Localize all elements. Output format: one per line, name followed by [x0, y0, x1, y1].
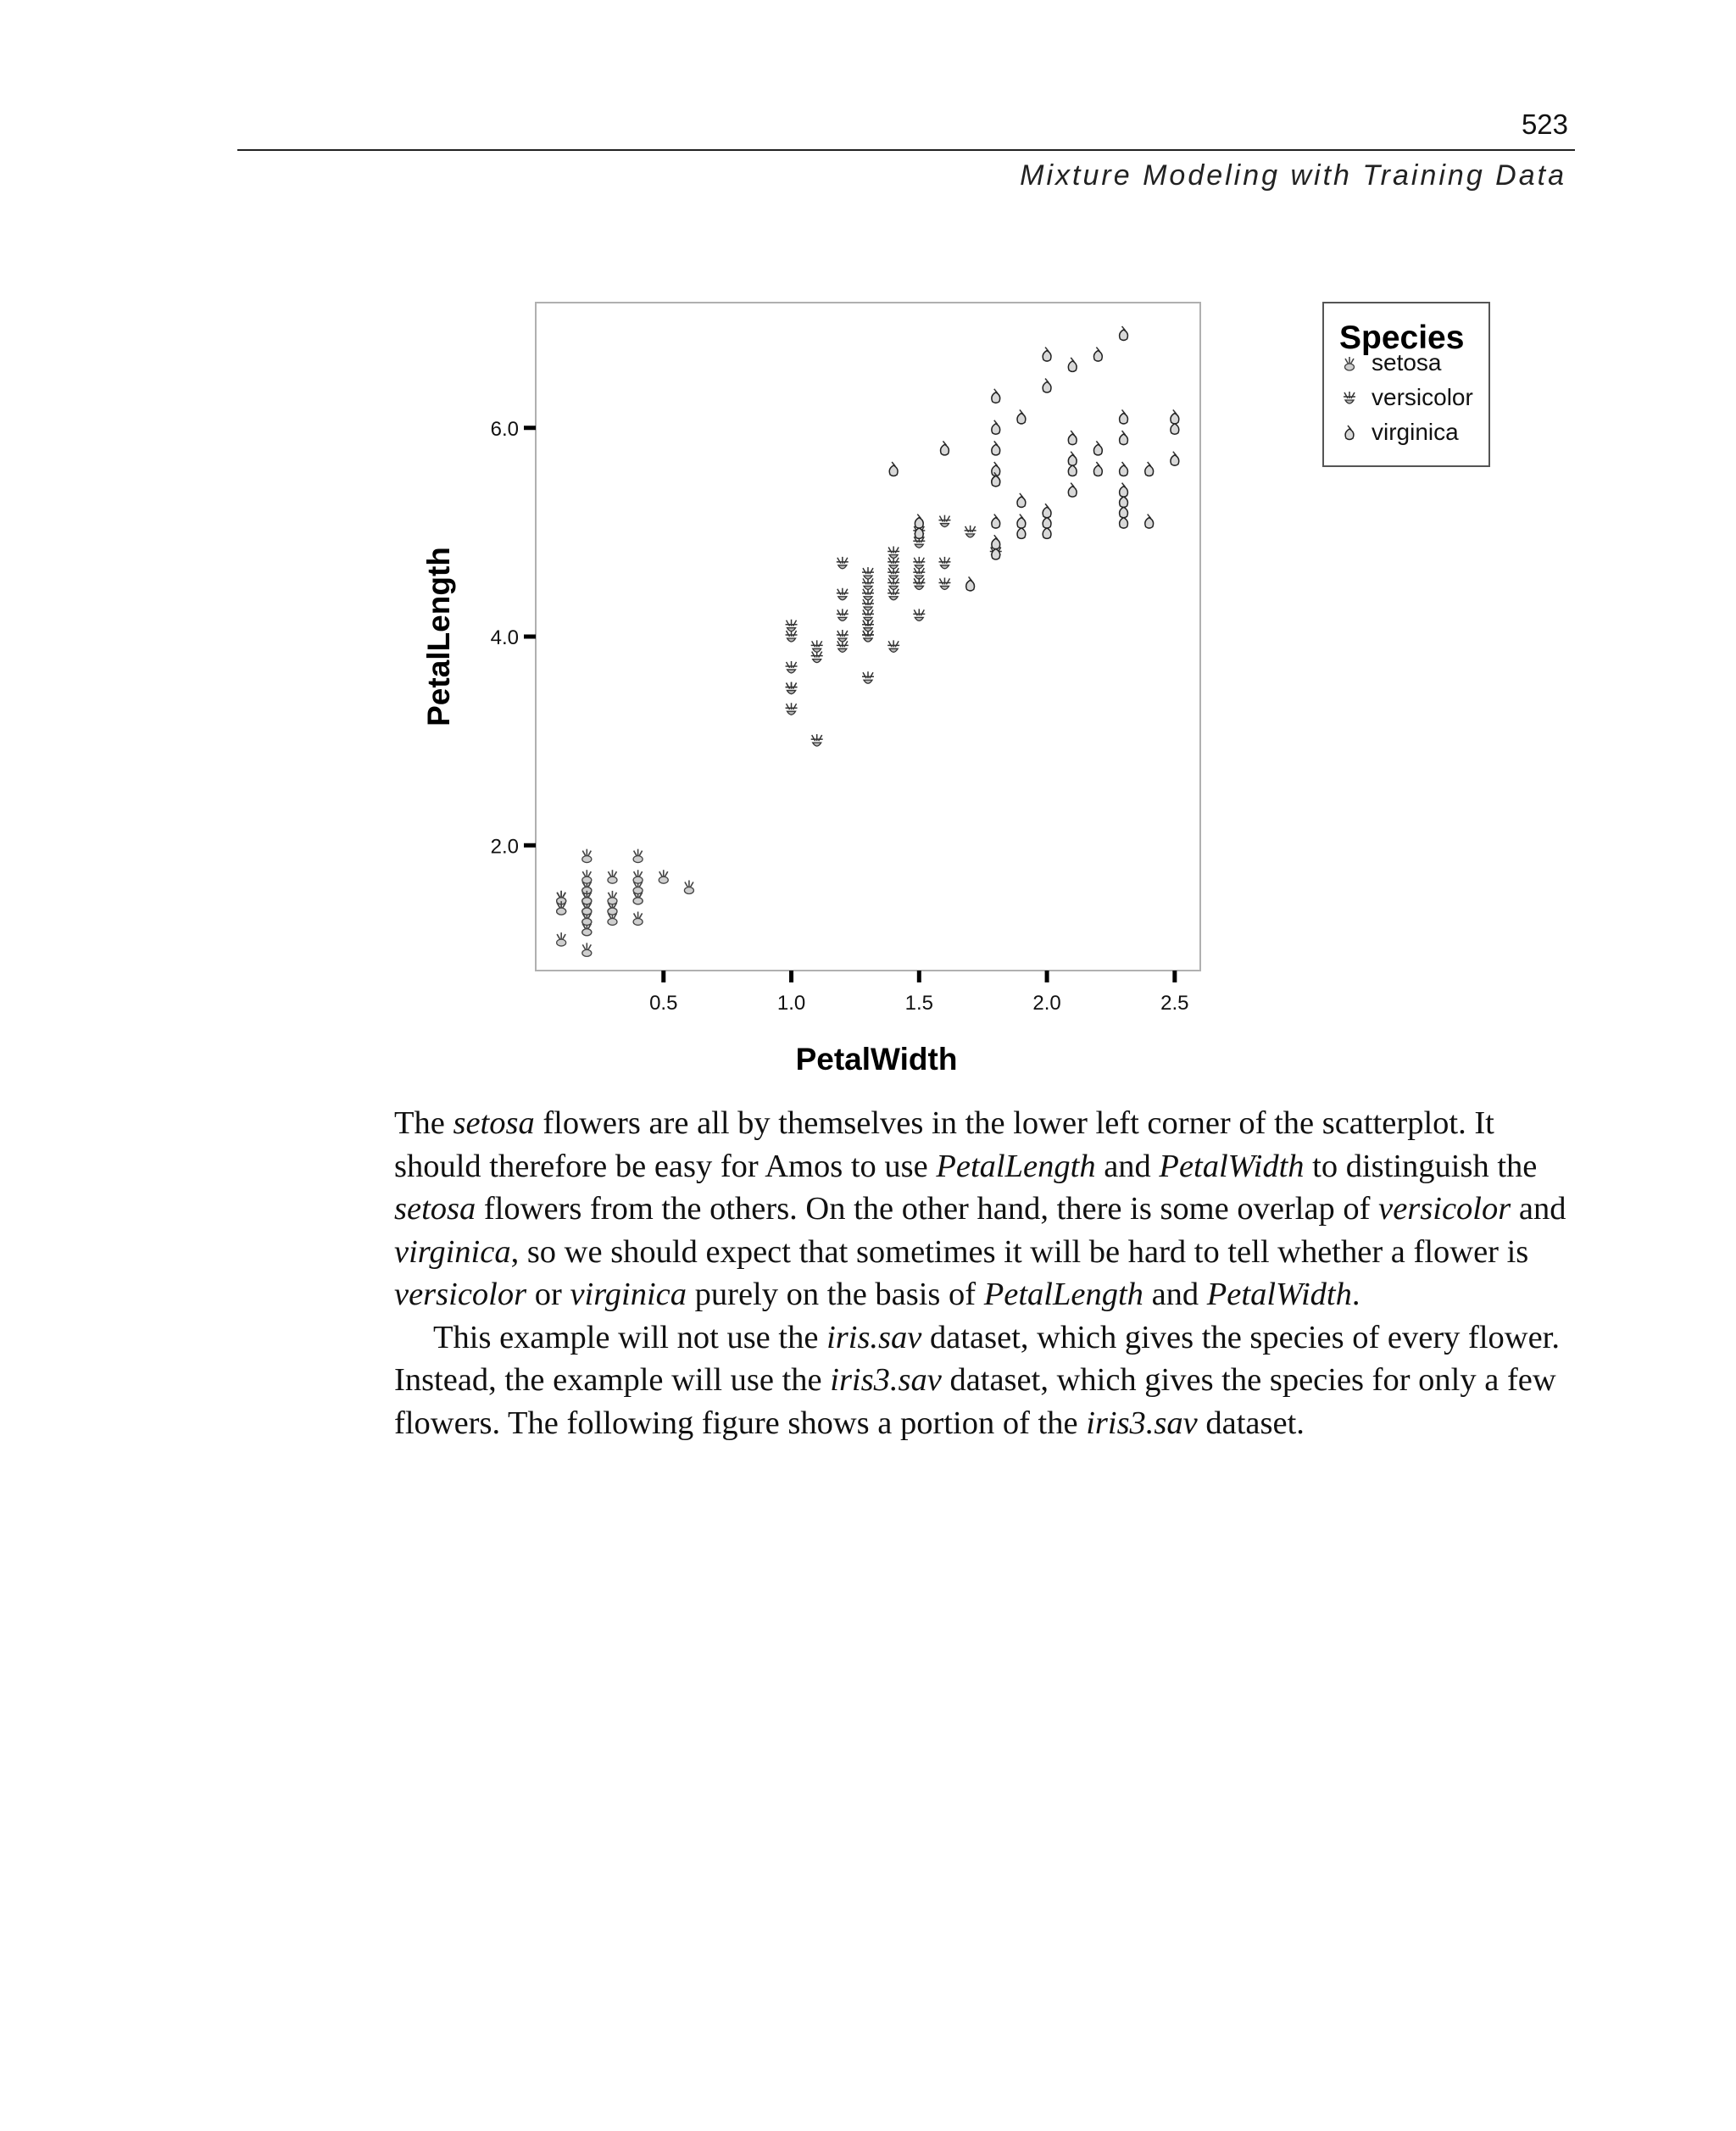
running-head: Mixture Modeling with Training Data: [1020, 159, 1566, 192]
x-tick-label: 1.0: [776, 992, 806, 1015]
paragraph-1: [394, 1102, 1581, 1316]
italic-term: PetalWidth: [1159, 1148, 1305, 1184]
italic-term: iris3.sav: [1086, 1405, 1198, 1441]
x-tick-label: 0.5: [649, 992, 678, 1015]
legend-item-label: setosa: [1372, 349, 1442, 376]
legend-item-label: versicolor: [1372, 384, 1473, 410]
italic-term: versicolor: [394, 1277, 527, 1312]
text-run: and: [1095, 1148, 1160, 1184]
legend-item-label: virginica: [1372, 419, 1459, 445]
text-run: and: [1511, 1191, 1566, 1227]
text-run: purely on the basis of: [687, 1277, 984, 1312]
text-run: flowers are all by themselves in the lower left corner of the scatterplot. It should therefore be easy for Amos to use: [394, 1105, 1494, 1184]
x-axis-label: PetalWidth: [795, 1042, 958, 1077]
italic-term: versicolor: [1378, 1191, 1511, 1227]
italic-term: PetalLength: [936, 1148, 1096, 1184]
italic-term: iris.sav: [826, 1319, 922, 1355]
text-run: or: [526, 1277, 570, 1312]
legend-title: Species: [1339, 320, 1465, 356]
text-run: This example will not use the: [433, 1319, 827, 1355]
y-axis-label: PetalLength: [421, 547, 456, 726]
text-run: , so we should expect that sometimes it will be hard to tell whether a flower is: [510, 1233, 1529, 1270]
italic-term: PetalWidth: [1206, 1277, 1352, 1312]
text-run: .: [1351, 1277, 1360, 1312]
paragraph-2: [394, 1316, 1581, 1445]
text-run: dataset, which gives the species for only a few flowers. The following figure shows a portion of the: [394, 1362, 1556, 1441]
italic-term: setosa: [394, 1191, 476, 1227]
body-text: [394, 1102, 1581, 1444]
text-run: to distinguish the: [1304, 1148, 1538, 1184]
italic-term: setosa: [453, 1105, 535, 1141]
y-tick-label: 4.0: [490, 626, 519, 649]
x-tick-label: 1.5: [904, 992, 933, 1015]
text-run: and: [1143, 1277, 1207, 1312]
text-run: flowers from the others. On the other hand, there is some overlap of: [476, 1191, 1379, 1227]
x-tick-label: 2.0: [1032, 992, 1061, 1015]
italic-term: iris3.sav: [830, 1362, 942, 1398]
text-run: dataset.: [1197, 1405, 1305, 1441]
y-tick-label: 6.0: [490, 417, 519, 441]
italic-term: virginica: [570, 1277, 687, 1312]
y-tick-label: 2.0: [490, 835, 519, 859]
page-number: 523: [1521, 108, 1568, 140]
x-tick-label: 2.5: [1160, 992, 1189, 1015]
text-run: dataset, which gives the species of every flower. Instead, the example will use the: [394, 1319, 1561, 1398]
italic-term: virginica: [394, 1233, 511, 1270]
text-run: The: [394, 1105, 453, 1141]
italic-term: PetalLength: [983, 1277, 1143, 1312]
